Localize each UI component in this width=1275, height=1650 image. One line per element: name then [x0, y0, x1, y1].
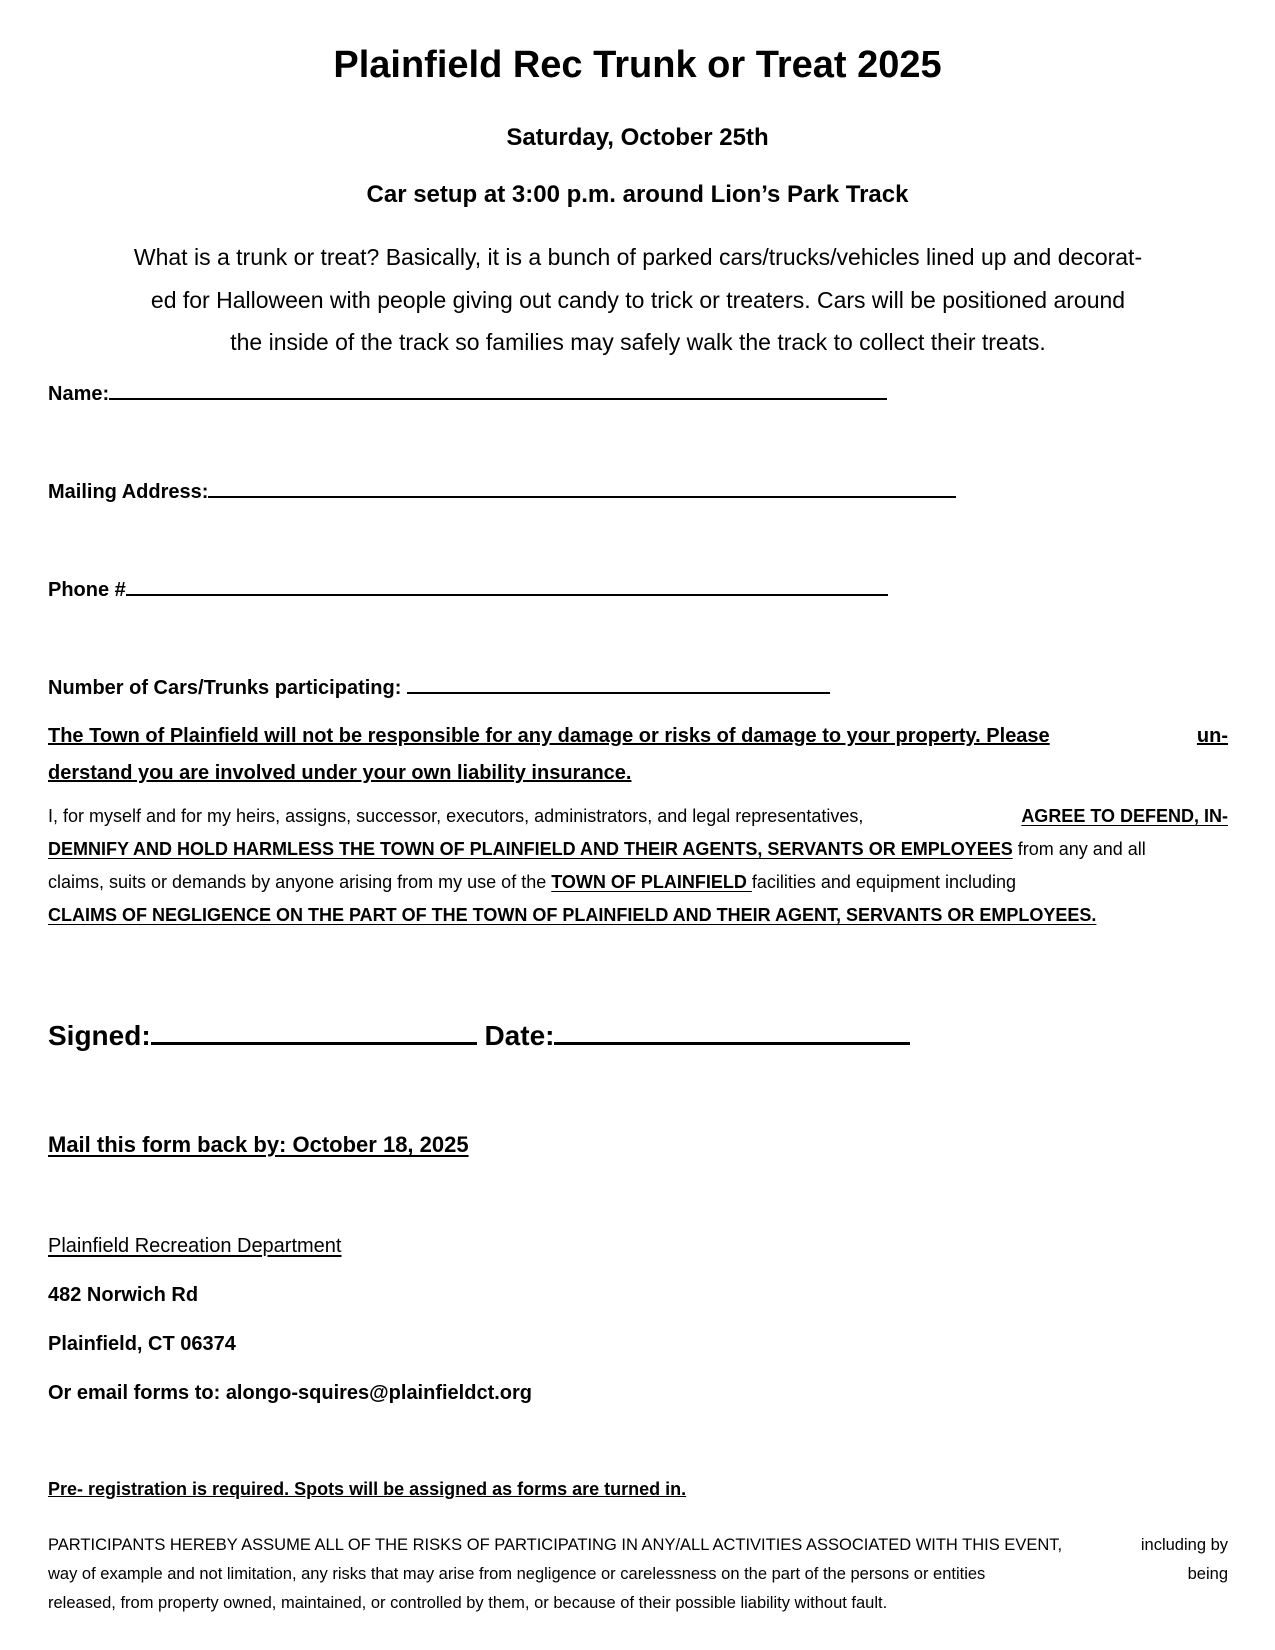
- intro-line: What is a trunk or treat? Basically, it is a bunch of parked cars/trucks/vehicles lined up and decorat-: [133, 244, 1143, 270]
- intro-line: the inside of the track so families may safely walk the track to collect their treats.: [230, 329, 1046, 355]
- name-field: [48, 380, 887, 406]
- waiver-emphasis: CLAIMS OF NEGLIGENCE ON THE PART OF THE TOWN OF PLAINFIELD AND THEIR AGENT, SERVANTS OR EMPLOYEES.: [48, 905, 1097, 925]
- event-date: Saturday, October 25th: [506, 124, 769, 151]
- date-blank[interactable]: [554, 1018, 910, 1045]
- disclaimer-text: way of example and not limitation, any risks that may arise from negligence or carelessness on the part of the persons or entities: [48, 1565, 986, 1583]
- disclaimer-text: including by: [1140, 1536, 1228, 1554]
- email-line: Or email forms to: alongo-squires@plainfieldct.org: [48, 1382, 533, 1404]
- name-blank[interactable]: [109, 380, 887, 400]
- waiver-text: claims, suits or demands by anyone arising from my use of the: [48, 872, 552, 892]
- waiver-text: from any and all: [1012, 839, 1146, 859]
- risk-disclaimer: [48, 1531, 1228, 1618]
- cars-blank[interactable]: [407, 674, 830, 694]
- waiver-text: I, for myself and for my heirs, assigns, successor, executors, administrators, and legal representatives,: [48, 806, 864, 826]
- waiver-emphasis: TOWN OF PLAINFIELD: [551, 872, 752, 892]
- phone-blank[interactable]: [126, 576, 888, 596]
- phone-label: Phone #: [48, 579, 126, 601]
- waiver-emphasis: AGREE TO DEFEND, IN-: [1021, 806, 1228, 826]
- date-label: Date:: [484, 1020, 555, 1051]
- cars-label: Number of Cars/Trunks participating:: [48, 677, 407, 699]
- signature-row: [48, 1018, 910, 1052]
- liability-hyphen: un-: [1196, 725, 1228, 747]
- cars-field: [48, 674, 830, 700]
- name-label: Name:: [48, 383, 110, 405]
- preregistration-notice: Pre- registration is required. Spots will be assigned as forms are turned in.: [48, 1479, 687, 1499]
- disclaimer-text: being: [1187, 1565, 1228, 1583]
- city-address: Plainfield, CT 06374: [48, 1333, 236, 1355]
- address-field: [48, 478, 956, 504]
- disclaimer-text: released, from property owned, maintained, or controlled by them, or because of their possible liability without fault.: [48, 1594, 888, 1612]
- page-title: Plainfield Rec Trunk or Treat 2025: [333, 44, 942, 86]
- intro-line: ed for Halloween with people giving out candy to trick or treaters. Cars will be positioned around: [150, 286, 1126, 313]
- waiver-emphasis: DEMNIFY AND HOLD HARMLESS THE TOWN OF PLAINFIELD AND THEIR AGENTS, SERVANTS OR EMPLOYEES: [48, 839, 1013, 859]
- waiver-paragraph: [48, 800, 1228, 932]
- address-label: Mailing Address:: [48, 481, 209, 503]
- signature-blank[interactable]: [151, 1018, 477, 1045]
- disclaimer-text: PARTICIPANTS HEREBY ASSUME ALL OF THE RISKS OF PARTICIPATING IN ANY/ALL ACTIVITIES ASSOCIATED WITH THIS EVENT,: [48, 1536, 1063, 1554]
- waiver-text: facilities and equipment including: [751, 872, 1017, 892]
- liability-notice: [48, 718, 1228, 792]
- liability-line: derstand you are involved under your own liability insurance.: [48, 762, 632, 784]
- department-name: Plainfield Recreation Department: [48, 1235, 342, 1257]
- signed-label: Signed:: [48, 1020, 151, 1051]
- phone-field: [48, 576, 888, 602]
- liability-line: The Town of Plainfield will not be responsible for any damage or risks of damage to your property. Please: [48, 725, 1050, 747]
- street-address: 482 Norwich Rd: [48, 1284, 199, 1306]
- mail-deadline: Mail this form back by: October 18, 2025: [48, 1132, 469, 1157]
- address-blank[interactable]: [208, 478, 956, 498]
- intro-paragraph: [48, 236, 1228, 364]
- setup-time: Car setup at 3:00 p.m. around Lion’s Park Track: [366, 181, 909, 208]
